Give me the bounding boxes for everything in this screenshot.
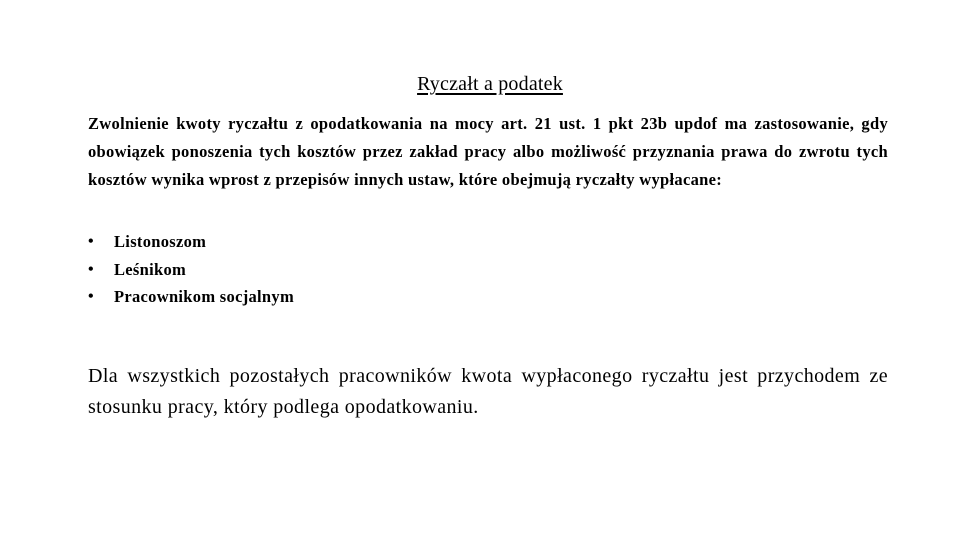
bullet-list [88, 228, 688, 311]
intro-paragraph: Zwolnienie kwoty ryczałtu z opodatkowania na mocy art. 21 ust. 1 pkt 23b updof ma zastosowanie, gdy obowiązek ponoszenia tych kosztów przez zakład pracy albo możliwość przyznania prawa do zwrotu tych kosztów wynika wprost z przepisów innych ustaw, które obejmują ryczałty wypłacane: [88, 114, 888, 189]
closing-paragraph: Dla wszystkich pozostałych pracowników kwota wypłaconego ryczałtu jest przychodem ze stosunku pracy, który podlega opodatkowaniu. [88, 365, 888, 418]
list-item-label: Leśnikom [114, 259, 187, 279]
bullet-icon: • [88, 288, 94, 305]
list-item [88, 228, 688, 256]
list-item [88, 256, 688, 284]
list-item [88, 283, 688, 311]
bullet-icon: • [88, 260, 94, 278]
bullet-icon: • [88, 233, 94, 250]
slide-title: Ryczałt a podatek [417, 73, 563, 95]
list-item-label: Pracownikom socjalnym [114, 287, 294, 306]
list-item-label: Listonoszom [114, 232, 207, 251]
